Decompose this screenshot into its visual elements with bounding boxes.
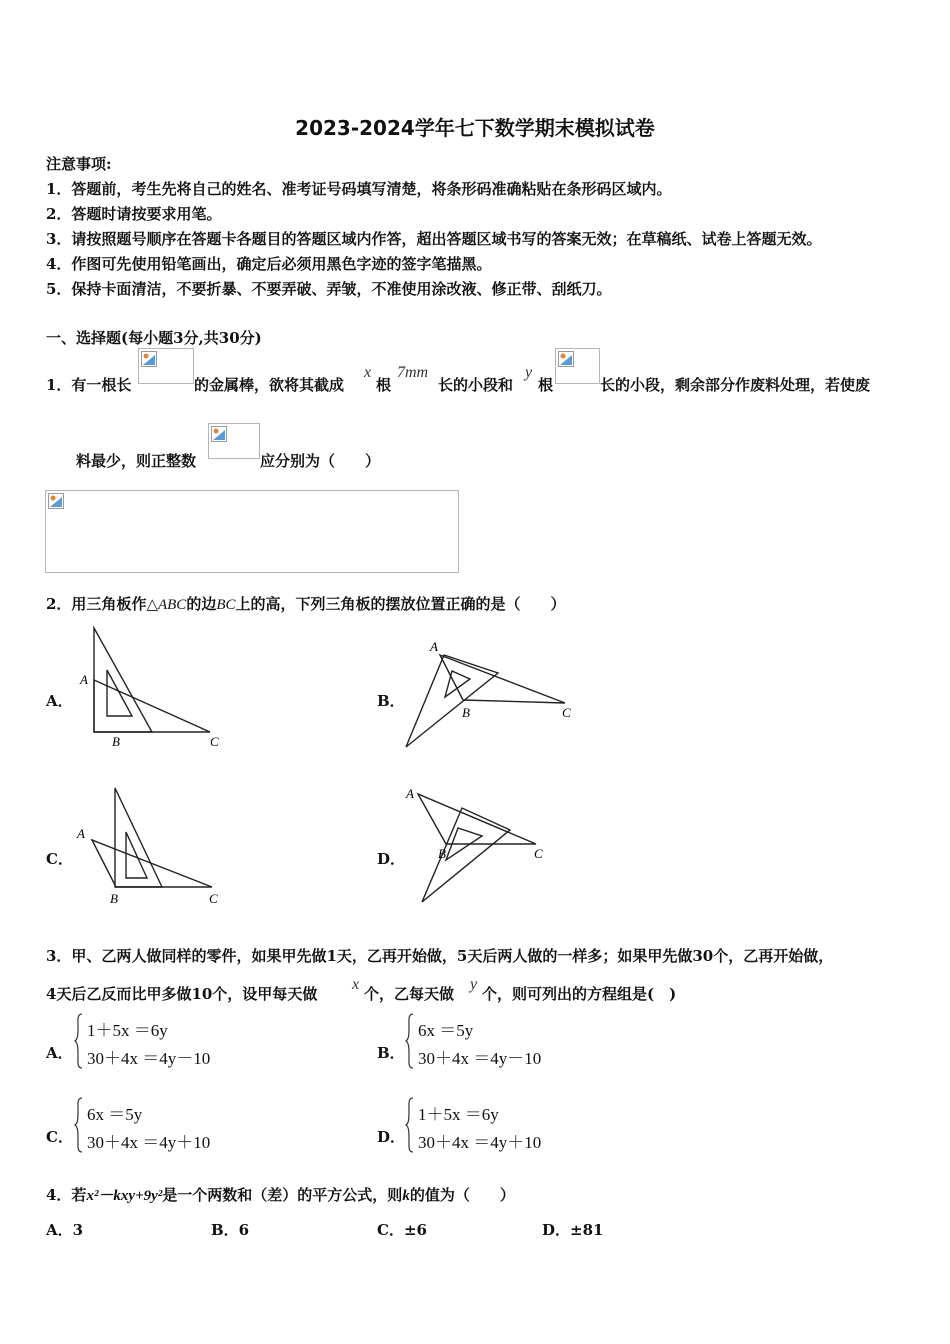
broken-image-icon bbox=[141, 351, 157, 367]
q2-c-label-B: B bbox=[110, 891, 118, 906]
notice-item-2: 2．答题时请按要求用笔。 bbox=[46, 205, 222, 223]
q2-a-label-A: A bbox=[80, 672, 88, 687]
q1-length-7mm: 7mm bbox=[397, 364, 429, 381]
q3-a-eq1: 1＋5x ＝6y bbox=[87, 1021, 168, 1040]
q2-b-label-A: A bbox=[430, 639, 438, 654]
q2-figure-b bbox=[400, 635, 580, 755]
q3-line2c: 个，则可列出的方程组是( ) bbox=[482, 985, 677, 1003]
q4-option-d[interactable]: D．±81 bbox=[542, 1221, 604, 1239]
q1-part6: 长的小段，剩余部分作废料处理，若使废 bbox=[600, 376, 871, 394]
q3-b-eq1: 6x ＝5y bbox=[418, 1021, 474, 1040]
q3-b-brace bbox=[405, 1012, 415, 1070]
q3-d-eq1: 1＋5x ＝6y bbox=[418, 1105, 499, 1124]
q4-stem-b: 是一个两数和（差）的平方公式，则 bbox=[162, 1186, 403, 1204]
q1-var-x: x bbox=[364, 364, 372, 381]
q3-var-x: x bbox=[352, 976, 360, 993]
q1-var-y: y bbox=[525, 364, 533, 381]
q4-stem-a: 4．若 bbox=[46, 1186, 87, 1204]
broken-image-icon bbox=[48, 493, 64, 509]
q1-options-image bbox=[45, 490, 459, 573]
q3-c-brace bbox=[74, 1096, 84, 1154]
q2-a-label-B: B bbox=[112, 734, 120, 749]
q2-option-d-label[interactable]: D． bbox=[377, 850, 406, 868]
q3-c-eq2: 30＋4x ＝4y＋10 bbox=[87, 1133, 211, 1152]
q3-b-eq2: 30＋4x ＝4y－10 bbox=[418, 1049, 542, 1068]
q2-figure-a bbox=[70, 620, 230, 755]
q3-a-brace bbox=[74, 1012, 84, 1070]
q2-stem-c: 上的高，下列三角板的摆放位置正确的是（ ） bbox=[235, 595, 566, 613]
q3-option-a-label[interactable]: A． bbox=[46, 1044, 73, 1062]
notice-item-4: 4．作图可先使用铅笔画出，确定后必须用黑色字迹的签字笔描黑。 bbox=[46, 255, 492, 273]
q2-figure-c bbox=[72, 780, 232, 910]
q2-figure-d bbox=[400, 780, 570, 910]
q4-stem-c: 的值为（ ） bbox=[409, 1186, 515, 1204]
q4-option-a[interactable]: A．3 bbox=[46, 1221, 84, 1239]
q2-abc: ABC bbox=[157, 597, 187, 613]
notice-item-3: 3．请按照题号顺序在答题卡各题目的答题区域内作答，超出答题区域书写的答案无效；在草稿纸、试卷上答题无效。 bbox=[46, 230, 822, 248]
q2-a-label-C: C bbox=[210, 734, 219, 749]
q2-d-label-A: A bbox=[406, 786, 414, 801]
q2-bc: BC bbox=[216, 597, 236, 613]
q2-d-label-C: C bbox=[534, 846, 543, 861]
q2-option-b-label[interactable]: B． bbox=[377, 692, 405, 710]
q2-stem-a: 2．用三角板作△ bbox=[46, 595, 158, 613]
q4-option-b[interactable]: B．6 bbox=[211, 1221, 250, 1239]
q2-c-label-C: C bbox=[209, 891, 218, 906]
q1-part2: 的金属棒，欲将其截成 bbox=[194, 376, 345, 394]
broken-image-icon bbox=[211, 426, 227, 442]
q4-expression: x²－kxy+9y² bbox=[86, 1188, 163, 1204]
q1-part5: 根 bbox=[538, 376, 554, 394]
notice-heading: 注意事项: bbox=[46, 155, 112, 173]
q1-image-length bbox=[138, 348, 194, 384]
q1-part4: 长的小段和 bbox=[438, 376, 514, 394]
q3-line1: 3．甲、乙两人做同样的零件，如果甲先做1天，乙再开始做，5天后两人做的一样多；如果甲先做30个，乙再开始做， bbox=[46, 947, 834, 965]
section-heading: 一、选择题(每小题3分,共30分) bbox=[46, 329, 262, 347]
page-title: 2023-2024学年七下数学期末模拟试卷 bbox=[295, 116, 655, 140]
notice-item-1: 1．答题前，考生先将自己的姓名、准考证号码填写清楚，将条形码准确粘贴在条形码区域内。 bbox=[46, 180, 672, 198]
q2-stem bbox=[46, 593, 566, 614]
q1-image-length-2 bbox=[555, 348, 600, 384]
q2-d-label-B: B bbox=[438, 846, 446, 861]
q2-option-a-label[interactable]: A． bbox=[46, 692, 73, 710]
q3-d-eq2: 30＋4x ＝4y＋10 bbox=[418, 1133, 542, 1152]
q4-stem bbox=[46, 1184, 515, 1205]
q2-option-c-label[interactable]: C． bbox=[46, 850, 73, 868]
q2-b-label-C: C bbox=[562, 705, 571, 720]
q2-b-label-B: B bbox=[462, 705, 470, 720]
q3-line2b: 个，乙每天做 bbox=[364, 985, 455, 1003]
q3-var-y: y bbox=[470, 976, 478, 993]
q1-line2a: 料最少，则正整数 bbox=[76, 452, 197, 470]
q3-a-eq2: 30＋4x ＝4y－10 bbox=[87, 1049, 211, 1068]
q2-stem-b: 的边 bbox=[186, 595, 217, 613]
q3-d-brace bbox=[405, 1096, 415, 1154]
q1-part1: 1．有一根长 bbox=[46, 376, 132, 394]
notice-item-5: 5．保持卡面清洁，不要折暴、不要弄破、弄皱，不准使用涂改液、修正带、刮纸刀。 bbox=[46, 280, 612, 298]
q3-line2a: 4天后乙反而比甲多做10个，设甲每天做 bbox=[46, 985, 318, 1003]
broken-image-icon bbox=[558, 351, 574, 367]
q3-option-b-label[interactable]: B． bbox=[377, 1044, 405, 1062]
q3-c-eq1: 6x ＝5y bbox=[87, 1105, 143, 1124]
q1-part3: 根 bbox=[376, 376, 392, 394]
q3-option-c-label[interactable]: C． bbox=[46, 1128, 73, 1146]
q3-option-d-label[interactable]: D． bbox=[377, 1128, 406, 1146]
q4-k: k bbox=[402, 1188, 410, 1204]
q4-option-c[interactable]: C．±6 bbox=[377, 1221, 427, 1239]
q1-line2b: 应分别为（ ） bbox=[260, 452, 381, 470]
q1-image-xy bbox=[208, 423, 260, 459]
q2-c-label-A: A bbox=[77, 826, 85, 841]
